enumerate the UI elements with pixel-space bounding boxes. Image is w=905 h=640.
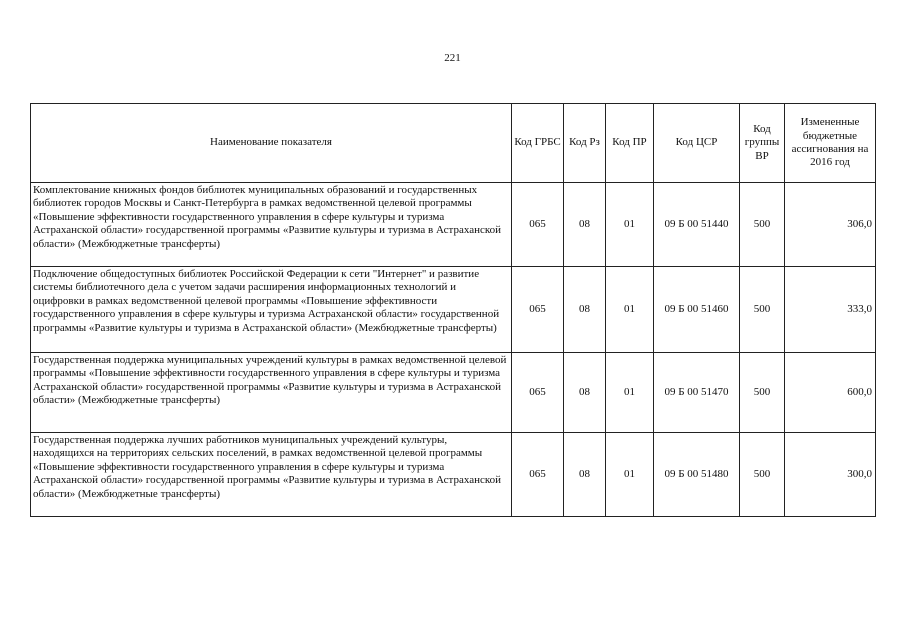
row-rz: 08 [564,433,606,517]
header-grbs: Код ГРБС [512,104,564,183]
header-rz: Код Рз [564,104,606,183]
header-vr: Код группы ВР [740,104,785,183]
table-row [31,267,876,353]
row-rz: 08 [564,353,606,433]
row-csr: 09 Б 00 51440 [654,183,740,267]
row-pr: 01 [606,267,654,353]
row-vr: 500 [740,183,785,267]
row-csr: 09 Б 00 51480 [654,433,740,517]
row-grbs: 065 [512,183,564,267]
row-amount: 600,0 [785,353,876,433]
row-name: Комплектование книжных фондов библиотек муниципальных образований и государственных библиотек городов Москвы и Санкт-Петербурга в рамках ведомственной целевой программы «Повышение эффективности государственного управления в сфере культуры и туризма Астраханской области» государственной программы «Развитие культуры и туризма в Астраханской области» (Межбюджетные трансферты) [31,183,512,267]
row-amount: 333,0 [785,267,876,353]
header-csr: Код ЦСР [654,104,740,183]
header-pr: Код ПР [606,104,654,183]
header-name: Наименование показателя [31,104,512,183]
row-amount: 300,0 [785,433,876,517]
page-number: 221 [444,52,461,64]
row-vr: 500 [740,267,785,353]
row-grbs: 065 [512,267,564,353]
row-grbs: 065 [512,433,564,517]
table-row [31,183,876,267]
row-rz: 08 [564,183,606,267]
row-pr: 01 [606,433,654,517]
row-name: Подключение общедоступных библиотек Российской Федерации к сети "Интернет" и развитие системы библиотечного дела с учетом задачи расширения информационных технологий и оцифровки в рамках ведомственной целевой программы «Повышение эффективности государственного управления в сфере культуры и туризма Астраханской области» государственной программы «Развитие культуры и туризма в Астраханской области» (Межбюджетные трансферты) [31,267,512,353]
row-name: Государственная поддержка лучших работников муниципальных учреждений культуры, находящихся на территориях сельских поселений, в рамках ведомственной целевой программы «Повышение эффективности государственного управления в сфере культуры и туризма Астраханской области» государственной программы «Развитие культуры и туризма в Астраханской области» (Межбюджетные трансферты) [31,433,512,517]
table-row [31,433,876,517]
row-csr: 09 Б 00 51460 [654,267,740,353]
table-header-row [31,104,876,183]
row-pr: 01 [606,183,654,267]
row-csr: 09 Б 00 51470 [654,353,740,433]
row-vr: 500 [740,353,785,433]
row-rz: 08 [564,267,606,353]
row-vr: 500 [740,433,785,517]
row-grbs: 065 [512,353,564,433]
table-row [31,353,876,433]
row-pr: 01 [606,353,654,433]
budget-table [30,103,876,517]
row-name: Государственная поддержка муниципальных учреждений культуры в рамках ведомственной целевой программы «Повышение эффективности государственного управления в сфере культуры и туризма Астраханской области» государственной программы «Развитие культуры и туризма в Астраханской области» (Межбюджетные трансферты) [31,353,512,433]
header-amount: Измененные бюджетные ассигнования на 2016 год [785,104,876,183]
row-amount: 306,0 [785,183,876,267]
